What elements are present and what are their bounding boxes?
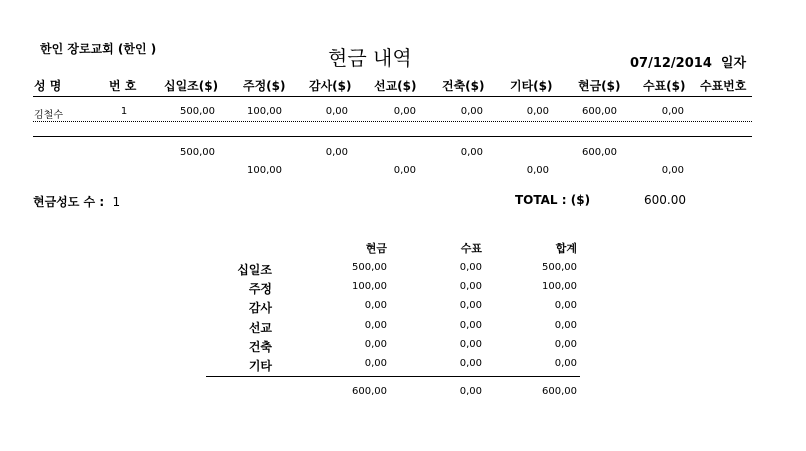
cell-number: 1 bbox=[120, 106, 128, 117]
summary-row-total: 100,00 bbox=[542, 281, 577, 292]
summary-row-check: 0,00 bbox=[459, 358, 482, 369]
subtotal-mission: 0,00 bbox=[393, 165, 416, 176]
summary-row-cash: 0,00 bbox=[364, 300, 387, 311]
summary-row-total: 0,00 bbox=[554, 339, 577, 350]
summary-row-label: 감사 bbox=[248, 301, 272, 315]
summary-row-cash: 0,00 bbox=[364, 320, 387, 331]
summary-row-total: 500,00 bbox=[542, 262, 577, 273]
summary-header-total: 합계 bbox=[555, 242, 577, 255]
col-header-check-number: 수표번호 bbox=[700, 79, 747, 93]
subtotal-building: 0,00 bbox=[460, 147, 483, 158]
date-suffix: 일자 bbox=[720, 56, 747, 71]
summary-divider bbox=[206, 376, 580, 377]
subtotal-other: 0,00 bbox=[526, 165, 549, 176]
summary-row-check: 0,00 bbox=[459, 320, 482, 331]
summary-row-check: 0,00 bbox=[459, 339, 482, 350]
summary-row-total: 0,00 bbox=[554, 300, 577, 311]
summary-total-check: 0,00 bbox=[459, 386, 482, 397]
col-header-building: 건축($) bbox=[442, 79, 485, 93]
col-header-number: 번 호 bbox=[109, 79, 137, 93]
summary-header-cash: 현금 bbox=[365, 242, 387, 255]
summary-row-total: 0,00 bbox=[554, 320, 577, 331]
summary-total-cash: 600,00 bbox=[352, 386, 387, 397]
member-count bbox=[33, 193, 120, 210]
summary-row-label: 기타 bbox=[248, 359, 272, 373]
cell-check: 0,00 bbox=[661, 106, 684, 117]
subtotal-thanks: 0,00 bbox=[325, 147, 348, 158]
col-header-cash: 현금($) bbox=[578, 79, 621, 93]
total-label: TOTAL : ($) bbox=[515, 193, 591, 207]
total-value: 600.00 bbox=[644, 193, 686, 207]
cell-tithe: 500,00 bbox=[180, 106, 215, 117]
col-header-tithe: 십일조($) bbox=[164, 79, 219, 93]
date-value: 07/12/2014 bbox=[630, 56, 712, 71]
cell-weekly: 100,00 bbox=[247, 106, 282, 117]
summary-row-label: 십일조 bbox=[237, 263, 272, 277]
summary-row-check: 0,00 bbox=[459, 281, 482, 292]
subtotal-cash: 600,00 bbox=[582, 147, 617, 158]
summary-row-label: 건축 bbox=[248, 340, 272, 354]
col-header-other: 기타($) bbox=[510, 79, 553, 93]
col-header-check: 수표($) bbox=[643, 79, 686, 93]
subtotal-tithe: 500,00 bbox=[180, 147, 215, 158]
summary-header-check: 수표 bbox=[460, 242, 482, 255]
member-count-value: 1 bbox=[112, 195, 121, 209]
cell-name: 김철수 bbox=[34, 110, 63, 121]
subtotal-weekly: 100,00 bbox=[247, 165, 282, 176]
col-header-name: 성 명 bbox=[34, 79, 62, 93]
summary-row-cash: 0,00 bbox=[364, 339, 387, 350]
header-divider bbox=[33, 96, 752, 97]
summary-row-cash: 500,00 bbox=[352, 262, 387, 273]
summary-row-check: 0,00 bbox=[459, 262, 482, 273]
cell-mission: 0,00 bbox=[393, 106, 416, 117]
church-name: 한인 장로교회 (한인 ) bbox=[40, 42, 157, 56]
summary-row-cash: 100,00 bbox=[352, 281, 387, 292]
subtotal-check: 0,00 bbox=[661, 165, 684, 176]
summary-row-label: 주정 bbox=[248, 282, 272, 296]
cell-building: 0,00 bbox=[460, 106, 483, 117]
summary-row-total: 0,00 bbox=[554, 358, 577, 369]
cell-cash: 600,00 bbox=[582, 106, 617, 117]
summary-row-label: 선교 bbox=[248, 321, 272, 335]
col-header-thanks: 감사($) bbox=[309, 79, 352, 93]
report-date bbox=[630, 52, 746, 71]
cell-other: 0,00 bbox=[526, 106, 549, 117]
summary-row-cash: 0,00 bbox=[364, 358, 387, 369]
summary-row-check: 0,00 bbox=[459, 300, 482, 311]
col-header-weekly: 주정($) bbox=[243, 79, 286, 93]
cell-thanks: 0,00 bbox=[325, 106, 348, 117]
report-title: 현금 내역 bbox=[328, 46, 412, 70]
member-count-label: 현금성도 수 : bbox=[33, 195, 105, 209]
col-header-mission: 선교($) bbox=[374, 79, 417, 93]
row-divider-dotted bbox=[33, 121, 752, 122]
subtotal-divider bbox=[33, 136, 752, 137]
summary-total-total: 600,00 bbox=[542, 386, 577, 397]
